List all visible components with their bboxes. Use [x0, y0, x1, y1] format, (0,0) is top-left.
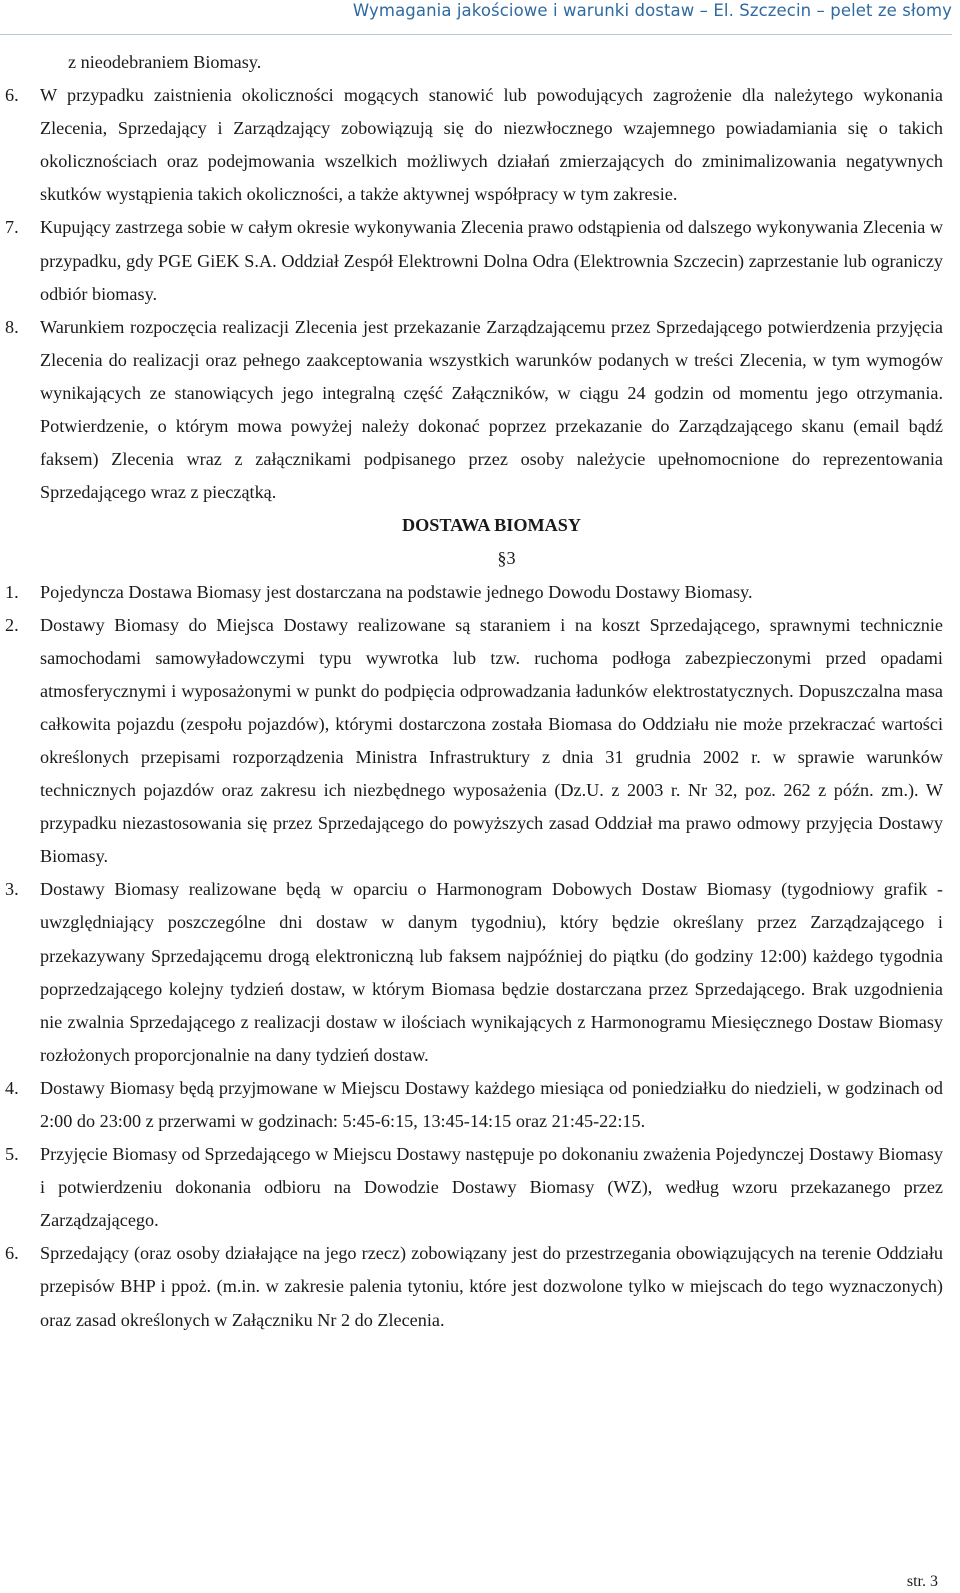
list-item-text: Pojedyncza Dostawa Biomasy jest dostarczana na podstawie jednego Dowodu Dostawy Biomasy.: [40, 581, 753, 602]
continuation-text: z nieodebraniem Biomasy.: [68, 52, 262, 72]
list-item-number: 6.: [5, 1243, 19, 1264]
list-item: [5, 79, 943, 211]
list-item-number: 7.: [5, 217, 19, 238]
list-item-number: 1.: [5, 581, 19, 602]
list-item-text: W przypadku zaistnienia okoliczności mogących stanowić lub powodujących zagrożenie dla należytego wykonania Zlecenia, Sprzedający i Zarządzający zobowiązują się do niezwłocznego wzajemnego powiadamiania się o takich okolicznościach oraz podejmowania wszelkich możliwych działań zmierzających do zminimalizowania negatywnych skutków wystąpienia takich okoliczności, a także aktywnej współpracy w tym zakresie.: [40, 85, 943, 205]
section-title: DOSTAWA BIOMASY: [401, 515, 582, 536]
list-item-number: 2.: [5, 614, 19, 635]
list-item-number: 8.: [5, 316, 19, 337]
list-item-text: Kupujący zastrzega sobie w całym okresie wykonywania Zlecenia prawo odstąpienia od dalszego wykonywania Zlecenia w przypadku, gdy PGE GiEK S.A. Oddział Zespół Elektrowni Dolna Odra (Elektrownia Szczecin) zaprzestanie lub ograniczy odbiór biomasy.: [40, 217, 943, 304]
list-item-text: Warunkiem rozpoczęcia realizacji Zlecenia jest przekazanie Zarządzającemu przez Sprzedającego potwierdzenia przyjęcia Zlecenia do realizacji oraz pełnego zaakceptowania wszystkich warunków podanych w treści Zlecenia, w tym wymogów wynikających ze stanowiących jego integralną część Załączników, w ciągu 24 godzin od momentu jego otrzymania. Potwierdzenie, o którym mowa powyżej należy dokonać poprzez przekazanie do Zarządzającego skanu (email bądź faksem) Zlecenia wraz z załącznikami podpisanego przez osoby należycie upełnomocnione do reprezentowania Sprzedającego wraz z pieczątką.: [40, 316, 943, 503]
list-item: [5, 1237, 943, 1336]
running-header: [0, 0, 952, 35]
list-item-number: 3.: [5, 879, 19, 900]
list-item-text: Dostawy Biomasy będą przyjmowane w Miejscu Dostawy każdego miesiąca od poniedziałku do niedzieli, w godzinach od 2:00 do 23:00 z przerwami w godzinach: 5:45-6:15, 13:45-14:15 oraz 21:45-22:15.: [40, 1077, 943, 1131]
document-body: [5, 46, 943, 1337]
section-mark: §3: [497, 548, 516, 569]
list-item-number: 5.: [5, 1144, 19, 1165]
list-item: [5, 1138, 943, 1237]
running-header-title: Wymagania jakościowe i warunki dostaw – El. Szczecin – pelet ze słomy: [352, 1, 952, 20]
list-item-number: 4.: [5, 1077, 19, 1098]
list-item-text: Sprzedający (oraz osoby działające na jego rzecz) zobowiązany jest do przestrzegania obowiązujących na terenie Oddziału przepisów BHP i ppoż. (m.in. w zakresie palenia tytoniu, które jest dozwolone tylko w miejscach do tego wyznaczonych) oraz zasad określonych w Załączniku Nr 2 do Zlecenia.: [40, 1243, 943, 1330]
page-number: str. 3: [906, 1573, 938, 1590]
list-item: [5, 1072, 943, 1138]
list-item-text: Dostawy Biomasy do Miejsca Dostawy realizowane są staraniem i na koszt Sprzedającego, sprawnymi technicznie samochodami samowyładowczymi typu wywrotka lub tzw. ruchoma podłoga zabezpieczonymi przed opadami atmosferycznymi i wyposażonymi w punkt do podpięcia odprowadzania ładunków elektrostatycznych. Dopuszczalna masa całkowita pojazdu (zespołu pojazdów), którymi dostarczona została Biomasa do Oddziału nie może przekraczać wartości określonych przepisami rozporządzenia Ministra Infrastruktury z dnia 31 grudnia 2002 r. w sprawie warunków technicznych pojazdów oraz zakresu ich niezbędnego wyposażenia (Dz.U. z 2003 r. Nr 32, poz. 262 z późn. zm.). W przypadku niezastosowania się przez Sprzedającego do powyższych zasad Oddział ma prawo odmowy przyjęcia Dostawy Biomasy.: [40, 614, 943, 867]
list-item-number: 6.: [5, 85, 19, 106]
list-item-text: Przyjęcie Biomasy od Sprzedającego w Miejscu Dostawy następuje po dokonaniu zważenia Pojedynczej Dostawy Biomasy i potwierdzeniu dokonania odbioru na Dowodzie Dostawy Biomasy (WZ), według wzoru przekazanego przez Zarządzającego.: [40, 1144, 943, 1231]
list-item: [5, 873, 943, 1072]
list-item: [5, 311, 943, 510]
list-item-text: Dostawy Biomasy realizowane będą w oparciu o Harmonogram Dobowych Dostaw Biomasy (tygodniowy grafik - uwzględniający poszczególne dni dostaw w danym tygodniu), który będzie określany przez Zarządzającego i przekazywany Sprzedającemu drogą elektroniczną lub faksem najpóźniej do piątku (do godziny 12:00) każdego tygodnia poprzedzającego kolejny tydzień dostaw, w którym Biomasa będzie dostarczana przez Sprzedającego. Brak uzgodnienia nie zwalnia Sprzedającego z realizacji dostaw w ilościach wynikających z Harmonogramu Miesięcznego Dostaw Biomasy rozłożonych proporcjonalnie na dany tydzień dostaw.: [40, 879, 943, 1065]
list-item: [5, 576, 943, 609]
list-item: [5, 211, 943, 310]
list-item: [5, 609, 943, 874]
